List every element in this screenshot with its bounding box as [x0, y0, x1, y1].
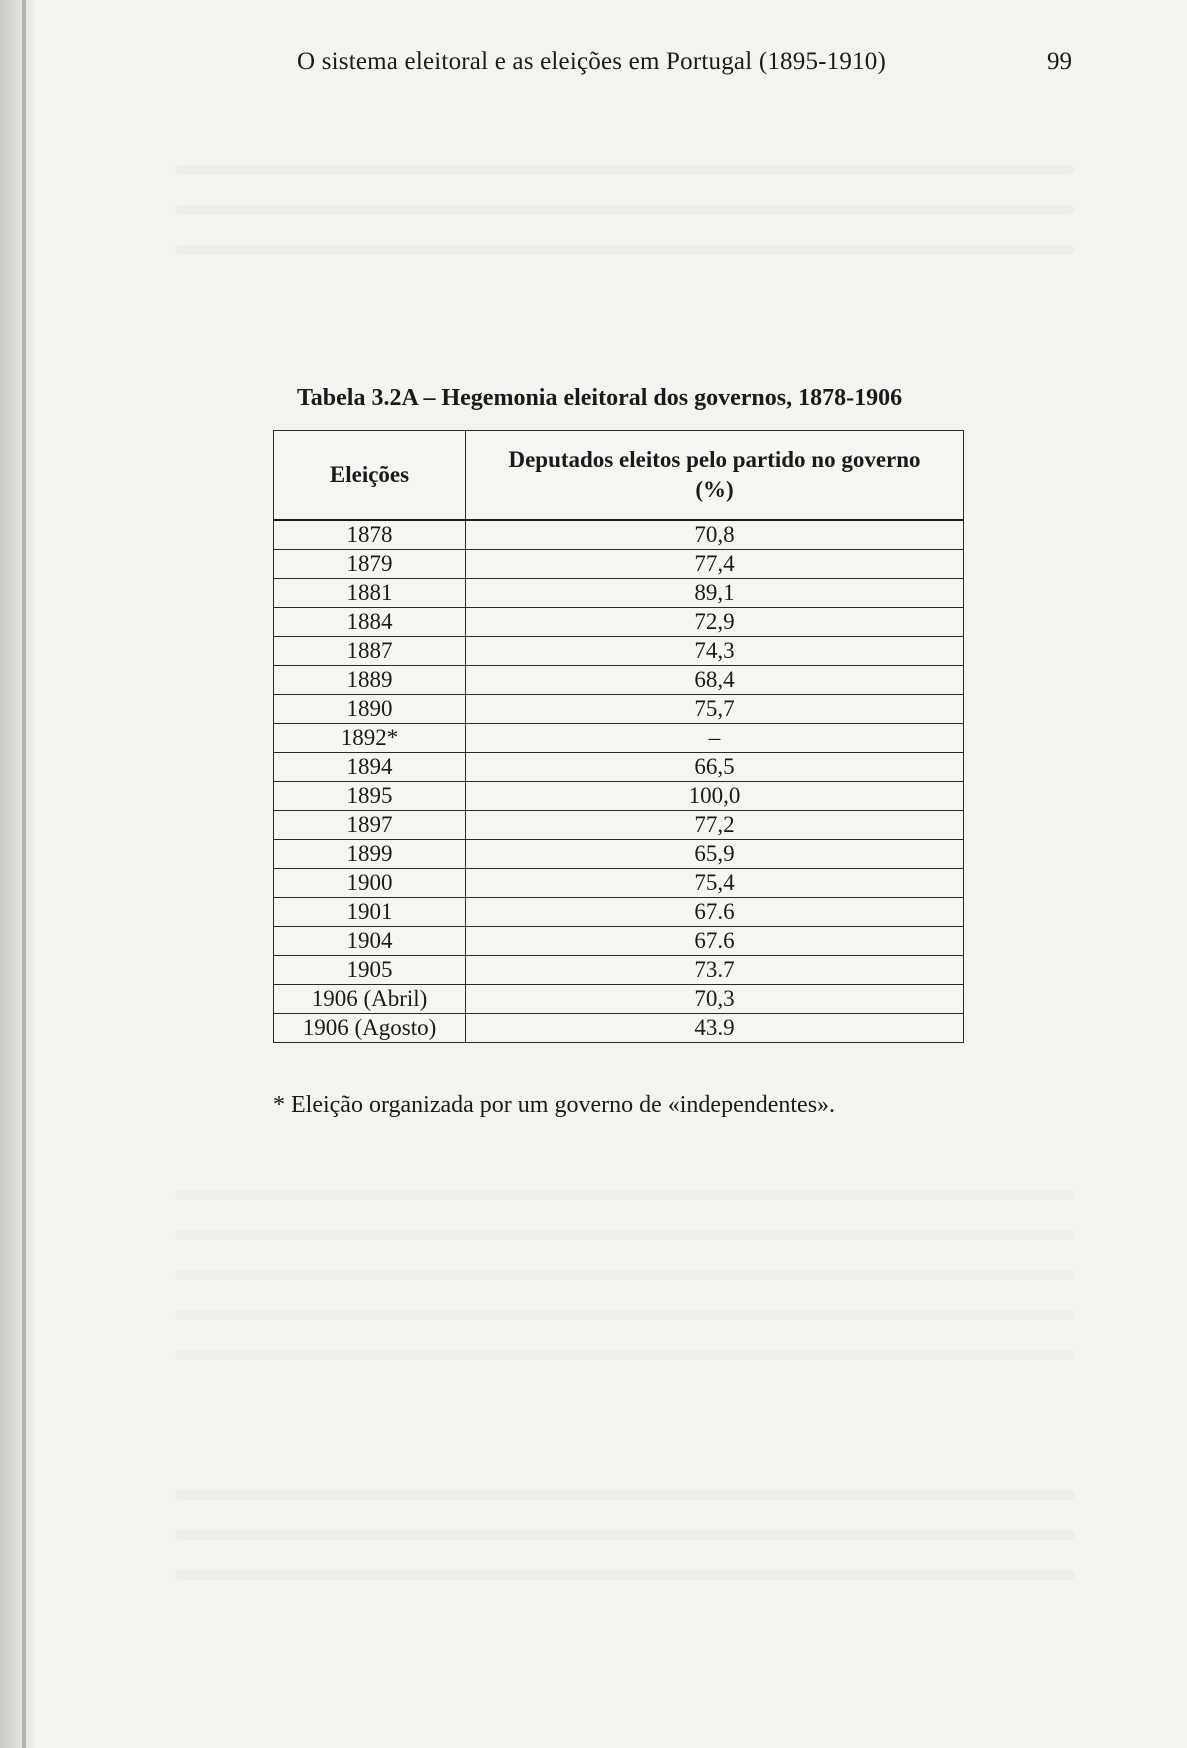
cell-year: 1900 — [274, 869, 466, 898]
cell-share: 72,9 — [466, 608, 964, 637]
bleed-through — [175, 1570, 1075, 1580]
cell-year: 1897 — [274, 811, 466, 840]
table-row — [274, 956, 964, 985]
cell-share: 67.6 — [466, 927, 964, 956]
table-row — [274, 898, 964, 927]
cell-year: 1901 — [274, 898, 466, 927]
bleed-through — [175, 1490, 1075, 1500]
cell-share: 66,5 — [466, 753, 964, 782]
table-row — [274, 840, 964, 869]
table-row — [274, 520, 964, 550]
cell-year: 1906 (Abril) — [274, 985, 466, 1014]
table-row — [274, 927, 964, 956]
cell-year: 1884 — [274, 608, 466, 637]
cell-year: 1892* — [274, 724, 466, 753]
cell-share: 75,4 — [466, 869, 964, 898]
cell-share: 75,7 — [466, 695, 964, 724]
column-header-share — [466, 431, 964, 521]
cell-share: 77,4 — [466, 550, 964, 579]
table-row — [274, 869, 964, 898]
cell-share: 89,1 — [466, 579, 964, 608]
table-row — [274, 550, 964, 579]
table-row — [274, 579, 964, 608]
table-row — [274, 811, 964, 840]
election-table — [273, 430, 964, 1043]
cell-share: 100,0 — [466, 782, 964, 811]
bleed-through — [175, 1530, 1075, 1540]
cell-share: 70,3 — [466, 985, 964, 1014]
cell-year: 1889 — [274, 666, 466, 695]
cell-year: 1887 — [274, 637, 466, 666]
table-row — [274, 724, 964, 753]
bleed-through — [175, 1230, 1075, 1240]
cell-share: – — [466, 724, 964, 753]
cell-year: 1890 — [274, 695, 466, 724]
table-row — [274, 782, 964, 811]
table-row — [274, 753, 964, 782]
table-row — [274, 666, 964, 695]
cell-share: 67.6 — [466, 898, 964, 927]
table-header-row — [274, 431, 964, 521]
table-caption: Tabela 3.2A – Hegemonia eleitoral dos governos, 1878-1906 — [297, 385, 903, 411]
cell-share: 77,2 — [466, 811, 964, 840]
cell-year: 1878 — [274, 520, 466, 550]
cell-share: 68,4 — [466, 666, 964, 695]
bleed-through — [175, 1350, 1075, 1360]
bleed-through — [175, 1190, 1075, 1200]
table-row — [274, 985, 964, 1014]
cell-year: 1879 — [274, 550, 466, 579]
cell-share: 73.7 — [466, 956, 964, 985]
cell-year: 1894 — [274, 753, 466, 782]
table-row — [274, 695, 964, 724]
cell-year: 1905 — [274, 956, 466, 985]
column-header-year: Eleições — [274, 431, 466, 521]
table-body — [274, 520, 964, 1043]
table-row — [274, 608, 964, 637]
cell-year: 1904 — [274, 927, 466, 956]
bleed-through — [175, 205, 1075, 215]
cell-share: 65,9 — [466, 840, 964, 869]
cell-year: 1906 (Agosto) — [274, 1014, 466, 1043]
column-header-share-line1: Deputados eleitos pelo partido no governo — [508, 447, 921, 472]
table-row — [274, 1014, 964, 1043]
bleed-through — [175, 1310, 1075, 1320]
footnote: * Eleição organizada por um governo de «independentes». — [273, 1092, 836, 1118]
cell-year: 1895 — [274, 782, 466, 811]
cell-year: 1899 — [274, 840, 466, 869]
cell-share: 74,3 — [466, 637, 964, 666]
page-binding-shadow — [0, 0, 34, 1748]
bleed-through — [175, 165, 1075, 175]
running-title: O sistema eleitoral e as eleições em Portugal (1895-1910) — [297, 48, 886, 75]
cell-year: 1881 — [274, 579, 466, 608]
table-row — [274, 637, 964, 666]
bleed-through — [175, 1270, 1075, 1280]
column-header-share-line2: (%) — [695, 477, 734, 502]
page-number: 99 — [1047, 48, 1072, 75]
bleed-through — [175, 245, 1075, 255]
cell-share: 43.9 — [466, 1014, 964, 1043]
cell-share: 70,8 — [466, 520, 964, 550]
